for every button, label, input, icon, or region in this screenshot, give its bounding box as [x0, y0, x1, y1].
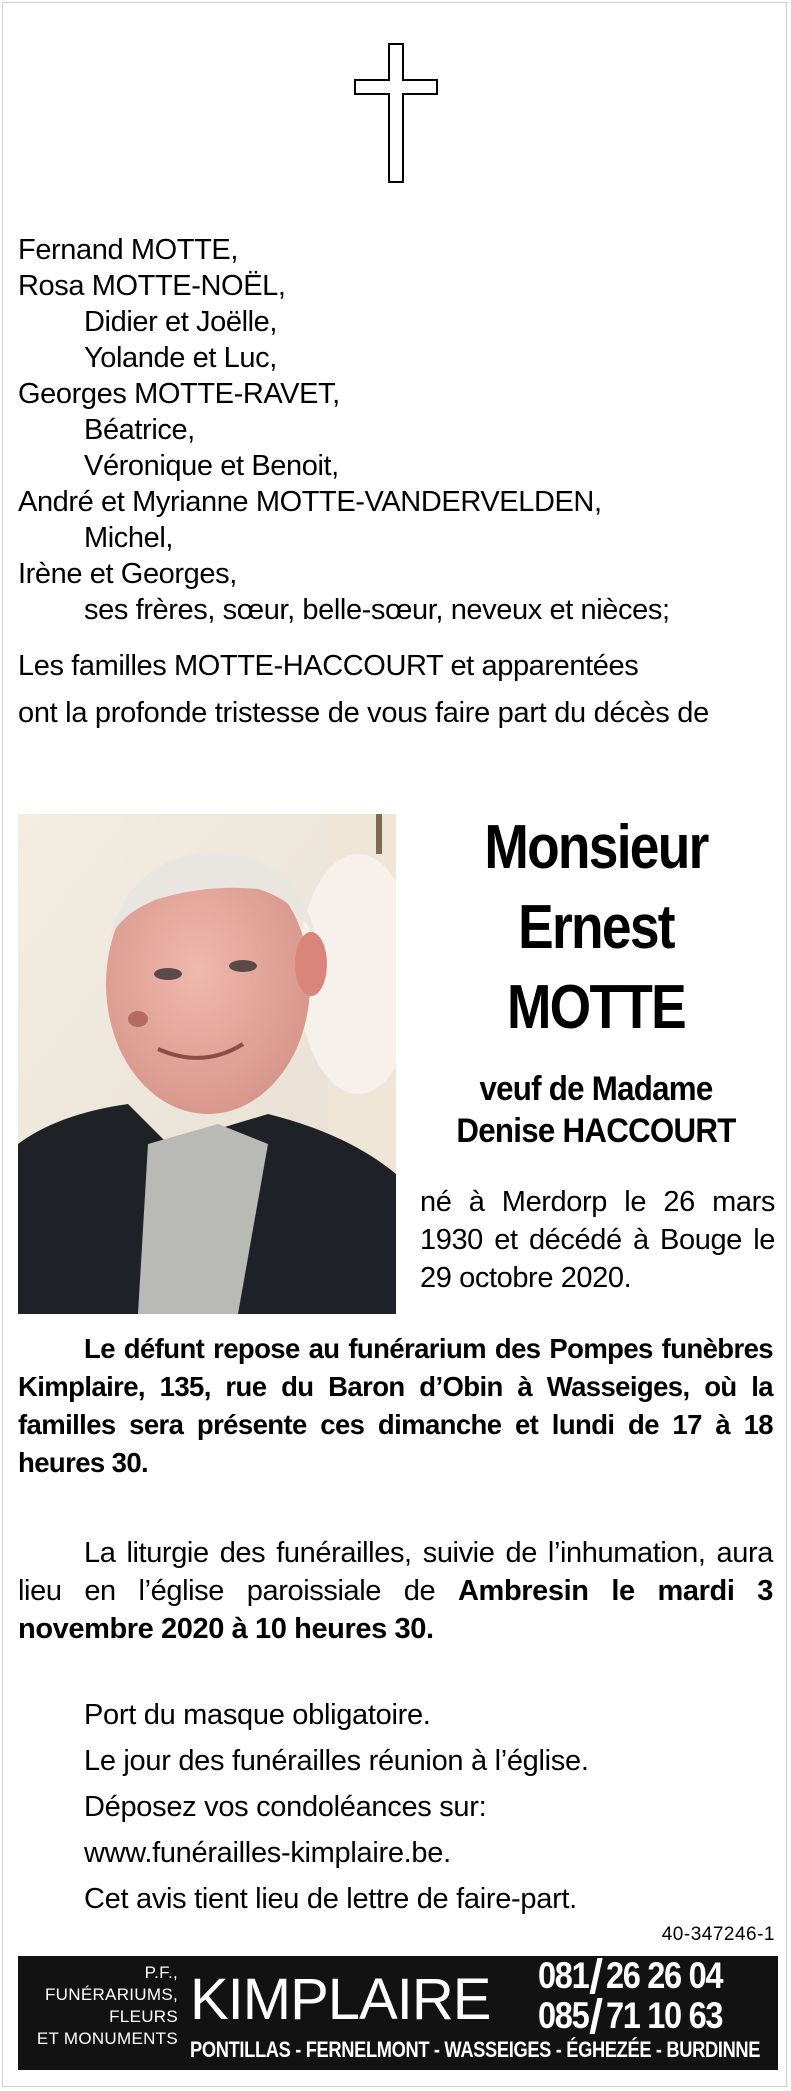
website-link[interactable]: www.funérailles-kimplaire.be. — [84, 1837, 451, 1869]
intro-text: ont la profonde tristesse de vous faire part du décès de — [18, 697, 709, 729]
reference-number: 40-347246-1 — [661, 1924, 775, 1945]
note-item: Cet avis tient lieu de lettre de faire-part. — [84, 1883, 577, 1915]
brand-name: KIMPLAIRE — [190, 1967, 491, 2032]
phone-1-number: 26 26 04 — [605, 1955, 723, 1996]
family-list — [18, 232, 778, 628]
family-member-line: André et Myrianne MOTTE-VANDERVELDEN, — [18, 486, 602, 518]
funeral-home-banner — [18, 1956, 778, 2070]
families-line: Les familles MOTTE-HACCOURT et apparentées — [18, 650, 639, 682]
family-member-line: Michel, — [84, 522, 174, 554]
deceased-name — [438, 808, 754, 1048]
family-member-line: ses frères, sœur, belle-sœur, neveux et nièces; — [84, 594, 670, 626]
widow-line-1: veuf de Madame — [479, 1070, 713, 1108]
phone-2-number: 71 10 63 — [605, 1995, 723, 2036]
service-line: ET MONUMENTS — [36, 2029, 178, 2048]
service-line: P.F., — [144, 1963, 178, 1982]
family-member-line: Véronique et Benoit, — [84, 450, 339, 482]
phone-1[interactable] — [538, 1956, 749, 1996]
family-member-line: Irène et Georges, — [18, 558, 237, 590]
portrait-photo — [18, 814, 396, 1314]
liturgy-date: Ambresin le mardi 3 novembre 2020 à 10 heures 30. — [18, 1575, 773, 1645]
town-list: PONTILLAS - FERNELMONT - WASSEIGES - ÉGHEZÉE - BURDINNE — [190, 2037, 761, 2062]
family-member-line: Béatrice, — [84, 414, 195, 446]
note-item: Déposez vos condoléances sur: — [84, 1791, 487, 1823]
family-member-line: Rosa MOTTE-NOËL, — [18, 270, 286, 302]
widow-line-2: Denise HACCOURT — [456, 1112, 736, 1150]
service-line: FUNÉRARIUMS, — [45, 1985, 178, 2004]
phone-2[interactable] — [538, 1996, 749, 2036]
birth-death-text: né à Merdorp le 26 mars 1930 et décédé à Bouge le 29 octobre 2020. — [420, 1186, 775, 1294]
cross-icon — [354, 42, 438, 184]
note-item: Port du masque obligatoire. — [84, 1699, 431, 1731]
deceased-title: Monsieur — [484, 813, 708, 882]
liturgy-plain: La liturgie des funérailles, suivie de l’inhumation, aura lieu en l’église paroissiale de — [18, 1537, 773, 1607]
deceased-first-name: Ernest — [518, 893, 674, 962]
widow-block — [427, 1068, 766, 1152]
service-line: FLEURS — [109, 2007, 178, 2026]
phone-1-prefix: 081 — [538, 1955, 589, 1996]
family-member-line: Fernand MOTTE, — [18, 234, 239, 266]
family-member-line: Georges MOTTE-RAVET, — [18, 378, 340, 410]
liturgy-text — [18, 1534, 773, 1648]
family-member-line: Didier et Joëlle, — [84, 306, 278, 338]
services-list — [18, 1962, 178, 2050]
phone-2-prefix: 085 — [538, 1995, 589, 2036]
slash-divider — [590, 1958, 603, 1994]
phone-numbers — [538, 1956, 749, 2036]
note-item: Le jour des funérailles réunion à l’église. — [84, 1745, 589, 1777]
rest-notice: Le défunt repose au funérarium des Pompes funèbres Kimplaire, 135, rue du Baron d’Obin à Wasseiges, où la familles sera présente ces dimanche et lundi de 17 à 18 heures 30. — [18, 1333, 773, 1478]
slash-divider — [590, 1998, 603, 2034]
notes-list — [84, 1692, 774, 1922]
deceased-last-name: MOTTE — [506, 973, 685, 1042]
family-member-line: Yolande et Luc, — [84, 342, 277, 374]
